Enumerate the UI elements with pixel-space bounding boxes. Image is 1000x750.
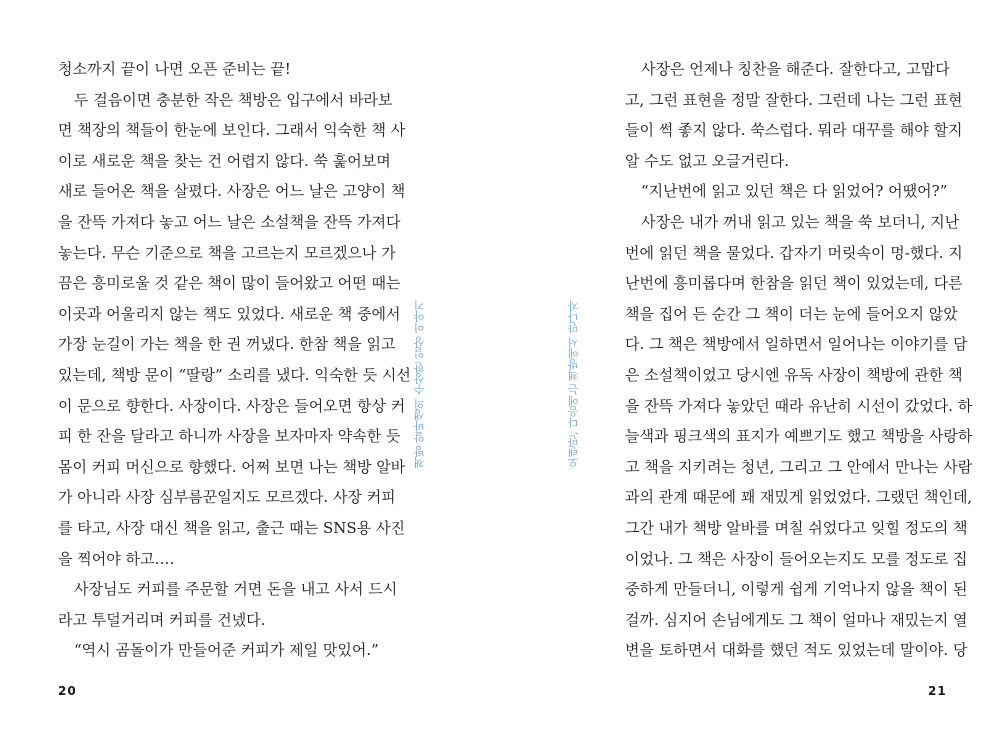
text-line: 피 한 잔을 달라고 하니까 사장을 보자마자 약속한 듯 xyxy=(58,427,401,446)
right-page-number: 21 xyxy=(928,684,947,698)
text-line: 변을 토하면서 대화를 했던 적도 있었는데 말이야. 당 xyxy=(625,641,968,660)
text-line: “지난번에 읽고 있던 책은 다 읽었어? 어땠어?” xyxy=(641,182,948,201)
text-line: 번에 읽던 책을 물었다. 갑자기 머릿속이 멍-했다. 지 xyxy=(625,243,963,262)
text-line: 몸이 커피 머신으로 향했다. 어쩌 보면 나는 책방 알바 xyxy=(58,457,406,476)
right-page xyxy=(500,0,1000,750)
right-page-body-text xyxy=(625,54,973,666)
text-line: 사장은 내가 꺼내 읽고 있는 책을 쑥 보더니, 지난 xyxy=(641,212,960,231)
text-line: 를 타고, 사장 대신 책을 읽고, 출근 때는 SNS용 사진 xyxy=(58,518,405,537)
text-line: 그간 내가 책방 알바를 며칠 쉬었다고 잊힐 정도의 책 xyxy=(625,518,968,537)
text-line: 을 잔뜩 가져다 놓았던 때라 유난히 시선이 갔었다. 하 xyxy=(625,396,973,415)
text-line: 은 소설책이었고 당시엔 유독 사장이 책방에 관한 책 xyxy=(625,365,963,384)
text-line: 두 걸음이면 충분한 작은 책방은 입구에서 바라보 xyxy=(74,90,393,109)
text-line: 을 잔뜩 가져다 놓고 어느 날은 소설책을 잔뜩 가져다 xyxy=(58,212,401,231)
text-line: 책을 집어 든 순간 그 책이 더는 눈에 들어오지 않았 xyxy=(625,304,958,323)
text-line: 새로 들어온 책을 살폈다. 사장은 어느 날은 고양이 책 xyxy=(58,182,406,201)
text-line: 이곳과 어울리지 않는 책도 있었다. 새로운 책 중에서 xyxy=(58,304,401,323)
text-line: 이로 새로운 책을 찾는 건 어렵지 않다. 쑥 훑어보며 xyxy=(58,151,391,170)
text-line: 끔은 흥미로울 것 같은 책이 많이 들어왔고 어떤 때는 xyxy=(58,274,401,293)
text-line: 가장 눈길이 가는 책을 한 권 꺼냈다. 한참 책을 읽고 xyxy=(58,335,396,354)
text-line: 놓는다. 무슨 기준으로 책을 고르는지 모르겠으나 가 xyxy=(58,243,396,262)
text-line: 면 책장의 책들이 한눈에 보인다. 그래서 익숙한 책 사 xyxy=(58,121,406,140)
text-line: 과의 관계 때문에 꽤 재밌게 읽었었다. 그랬던 책인데, xyxy=(625,488,973,507)
text-line: 알 수도 없고 오글거린다. xyxy=(625,151,789,170)
text-line: 라고 투덜거리며 커피를 건넸다. xyxy=(58,610,266,629)
text-line: 청소까지 끝이 나면 오픈 준비는 끝! xyxy=(58,60,291,78)
text-line: 늘색과 핑크색의 표지가 예쁘기도 했고 책방을 사랑하 xyxy=(625,427,973,446)
text-line: 고 책을 지키려는 청년, 그리고 그 안에서 만나는 사람 xyxy=(625,457,973,476)
text-line: 중하게 만들더니, 이렇게 쉽게 기억나지 않을 책이 된 xyxy=(625,580,968,599)
text-line: 가 아니라 사장 심부름꾼일지도 모르겠다. 사장 커피 xyxy=(58,488,396,507)
left-page-body-text xyxy=(58,54,411,666)
text-line: 걸까. 심지어 손님에게도 그 책이 얼마나 재밌는지 열 xyxy=(625,610,968,629)
text-line: 난번에 흥미롭다며 한참을 읽던 책이 있었는데, 다른 xyxy=(625,274,963,293)
text-line: 다. 그 책은 책방에서 일하면서 일어나는 이야기를 담 xyxy=(625,335,968,354)
left-page-number: 20 xyxy=(58,684,77,698)
text-line: 이었나. 그 책은 사장이 들어오는지도 모를 정도로 집 xyxy=(625,549,968,568)
text-line: “역시 곰돌이가 만들어준 커피가 제일 맛있어.” xyxy=(74,641,379,660)
text-line: 사장님도 커피를 주문할 거면 돈을 내고 사서 드시 xyxy=(74,580,398,599)
text-line: 있는데, 책방 문이 “딸랑” 소리를 냈다. 익숙한 듯 시선 xyxy=(58,365,411,384)
left-running-head: 책방 알바생의 수상한 일상 이야기 xyxy=(413,300,426,468)
text-line: 을 찍어야 하고…. xyxy=(58,549,175,568)
text-line: 고, 그런 표현을 정말 잘한다. 그런데 나는 그런 표현 xyxy=(625,90,963,109)
right-running-head: 오랜만, 다음에는 책방에서 만나자 xyxy=(567,300,580,468)
text-line: 사장은 언제나 칭찬을 해준다. 잘한다고, 고맙다 xyxy=(641,60,950,78)
text-line: 들이 썩 좋지 않다. 쑥스럽다. 뭐라 대꾸를 해야 할지 xyxy=(625,121,963,140)
text-line: 이 문으로 향한다. 사장이다. 사장은 들어오면 항상 커 xyxy=(58,396,406,415)
